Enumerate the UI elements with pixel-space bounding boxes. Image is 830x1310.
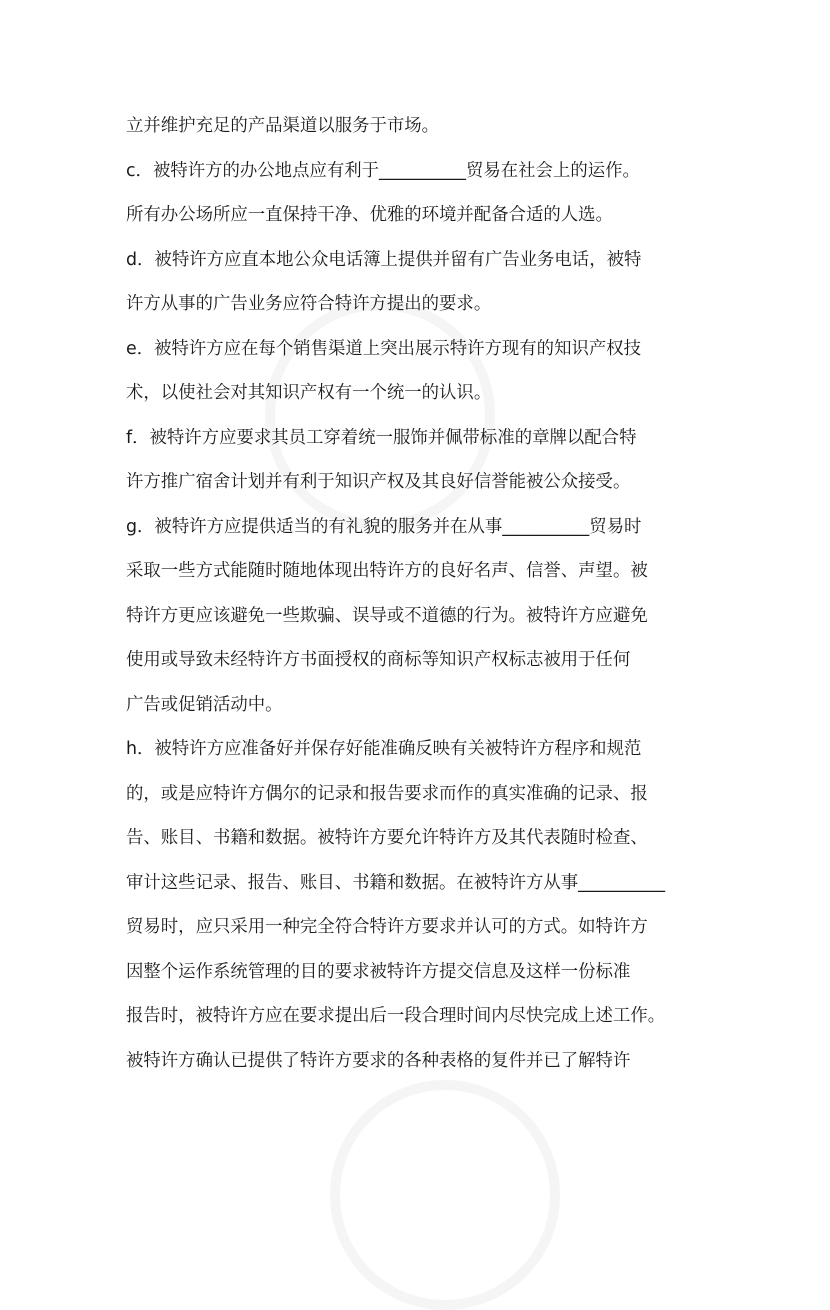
- text-line: 采取一些方式能随时随地体现出特许方的良好名声、信誉、声望。被: [126, 561, 648, 581]
- document-body: [126, 104, 716, 1083]
- text-line: 告、账目、书籍和数据。被特许方要允许特许方及其代表随时检查、: [126, 828, 648, 848]
- text-line: 广告或促销活动中。: [126, 694, 283, 715]
- text-line: f．被特许方应要求其员工穿着统一服饰并佩带标准的章牌以配合特: [126, 427, 637, 448]
- text-line: 贸易时，应只采用一种完全符合特许方要求并认可的方式。如特许方: [126, 917, 648, 937]
- text-line: 被特许方确认已提供了特许方要求的各种表格的复件并已了解特许: [126, 1050, 631, 1071]
- text-line: 许方从事的广告业务应符合特许方提出的要求。: [126, 294, 492, 314]
- watermark-ring: [330, 1080, 560, 1310]
- text-line: 使用或导致未经特许方书面授权的商标等知识产权标志被用于任何: [126, 650, 631, 670]
- text-line: 因整个运作系统管理的目的要求被特许方提交信息及这样一份标准: [126, 961, 631, 982]
- text-line: 所有办公场所应一直保持干净、优雅的环境并配备合适的人选。: [126, 205, 613, 225]
- text-line: 许方推广宿舍计划并有利于知识产权及其良好信誉能被公众接受。: [126, 472, 631, 492]
- text-line: h．被特许方应准备好并保存好能准确反映有关被特许方程序和规范: [126, 739, 642, 759]
- text-line: d．被特许方应直本地公众电话簿上提供并留有广告业务电话，被特: [126, 249, 642, 270]
- text-line: c．被特许方的办公地点应有利于__________贸易在社会上的运作。: [126, 160, 640, 181]
- text-line: 特许方更应该避免一些欺骗、误导或不道德的行为。被特许方应避免: [126, 605, 648, 626]
- text-line: 术，以使社会对其知识产权有一个统一的认识。: [126, 383, 492, 403]
- text-line: 的，或是应特许方偶尔的记录和报告要求而作的真实准确的记录、报: [126, 783, 648, 804]
- text-line: g．被特许方应提供适当的有礼貌的服务并在从事__________贸易时: [126, 516, 642, 537]
- text-line: 立并维护充足的产品渠道以服务于市场。: [126, 116, 440, 136]
- text-line: e．被特许方应在每个销售渠道上突出展示特许方现有的知识产权技: [126, 338, 642, 359]
- text-line: 报告时，被特许方应在要求提出后一段合理时间内尽快完成上述工作。: [126, 1006, 666, 1026]
- text-line: 审计这些记录、报告、账目、书籍和数据。在被特许方从事__________: [126, 872, 666, 893]
